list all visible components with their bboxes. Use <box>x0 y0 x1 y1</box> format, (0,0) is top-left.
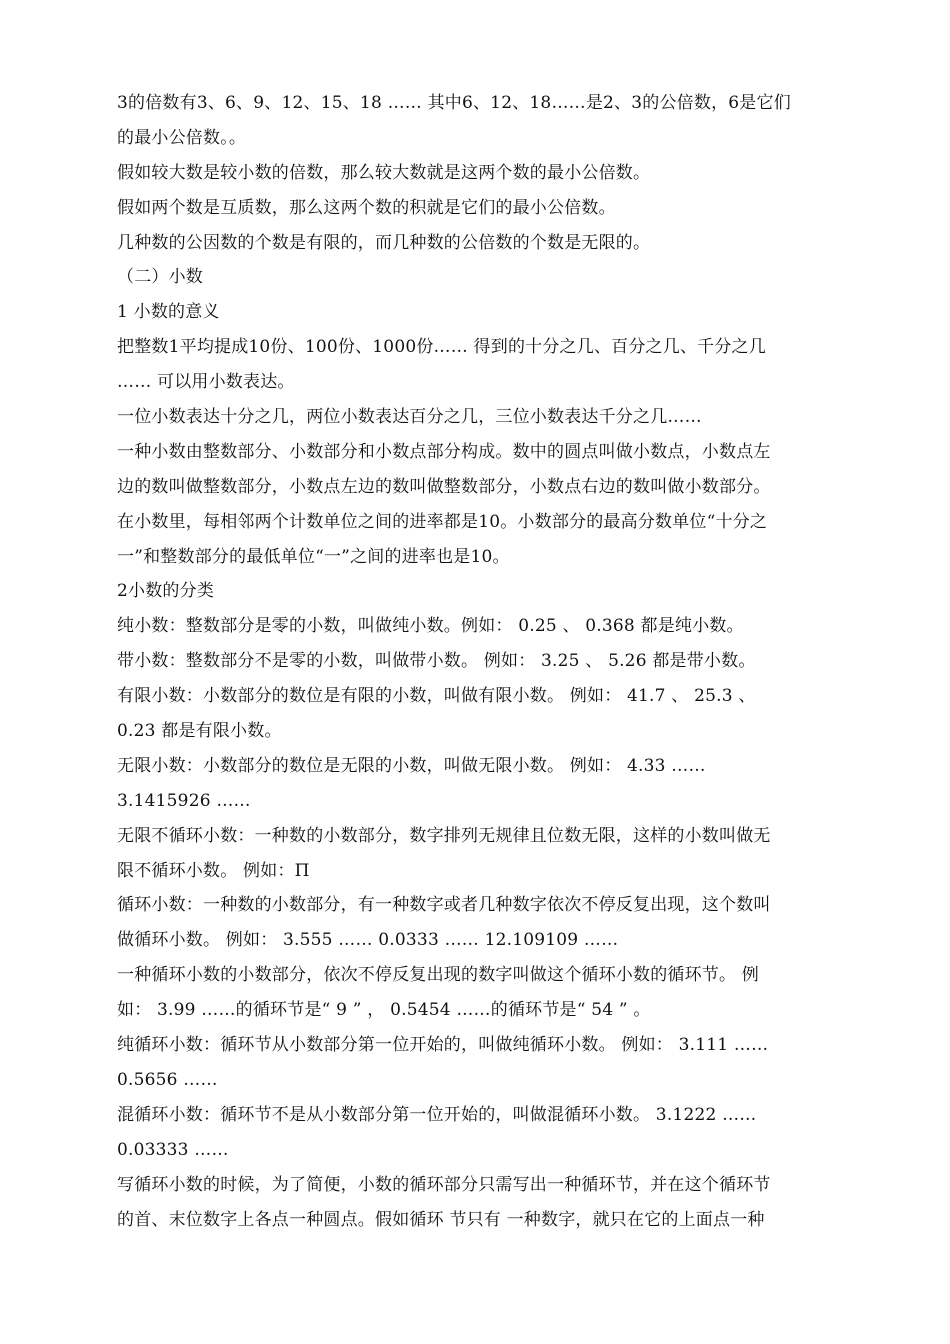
text-line: 在小数里，每相邻两个计数单位之间的进率都是10。小数部分的最高分数单位“十分之 <box>117 511 768 532</box>
text-line: 的首、末位数字上各点一种圆点。假如循环 节只有 一种数字，就只在它的上面点一种 <box>117 1209 765 1230</box>
text-line: 限不循环小数。 例如：П <box>117 860 310 881</box>
text-line: 有限小数：小数部分的数位是有限的小数，叫做有限小数。 例如： 41.7 、 25.3 、 <box>117 686 756 707</box>
text-line: 的最小公倍数。。 <box>117 127 247 148</box>
text-line: 3.1415926 …… <box>117 790 251 811</box>
subsection-heading: 1 小数的意义 <box>117 302 220 323</box>
text-line: 0.23 都是有限小数。 <box>117 721 282 742</box>
text-line: 把整数1平均提成10份、100份、1000份…… 得到的十分之几、百分之几、千分之几 <box>117 337 766 358</box>
text-line: 一位小数表达十分之几，两位小数表达百分之几，三位小数表达千分之几…… <box>117 407 702 428</box>
text-line: 做循环小数。 例如： 3.555 …… 0.0333 …… 12.109109 …… <box>117 930 619 951</box>
text-line: 0.5656 …… <box>117 1069 218 1090</box>
text-line: 写循环小数的时候，为了简便，小数的循环部分只需写出一种循环节，并在这个循环节 <box>117 1174 771 1195</box>
text-line: 假如较大数是较小数的倍数，那么较大数就是这两个数的最小公倍数。 <box>117 162 651 183</box>
text-line: 纯循环小数：循环节从小数部分第一位开始的，叫做纯循环小数。 例如： 3.111 …… <box>117 1035 769 1056</box>
text-line: 如： 3.99 ……的循环节是“ 9 ” ， 0.5454 ……的循环节是“ 54 ” 。 <box>117 1000 651 1021</box>
text-line: 0.03333 …… <box>117 1139 229 1160</box>
text-line: 纯小数：整数部分是零的小数，叫做纯小数。例如： 0.25 、 0.368 都是纯小数。 <box>117 616 744 637</box>
text-line: 无限小数：小数部分的数位是无限的小数，叫做无限小数。 例如： 4.33 …… <box>117 755 706 776</box>
text-line: 假如两个数是互质数，那么这两个数的积就是它们的最小公倍数。 <box>117 197 616 218</box>
text-line: 3的倍数有3、6、9、12、15、18 …… 其中6、12、18……是2、3的公倍数，6是它们 <box>117 93 791 113</box>
subsection-heading: 2小数的分类 <box>117 581 215 602</box>
text-line: 几种数的公因数的个数是有限的，而几种数的公倍数的个数是无限的。 <box>117 232 651 253</box>
text-line: 一种循环小数的小数部分，依次不停反复出现的数字叫做这个循环小数的循环节。 例 <box>117 965 760 986</box>
text-line: 边的数叫做整数部分，小数点左边的数叫做整数部分，小数点右边的数叫做小数部分。 <box>117 476 771 497</box>
text-line: 带小数：整数部分不是零的小数，叫做带小数。 例如： 3.25 、 5.26 都是带小数。 <box>117 651 756 672</box>
section-heading: （二）小数 <box>117 267 203 288</box>
text-line: 循环小数：一种数的小数部分，有一种数字或者几种数字依次不停反复出现，这个数叫 <box>117 895 771 916</box>
text-line: …… 可以用小数表达。 <box>117 372 295 393</box>
text-line: 无限不循环小数：一种数的小数部分，数字排列无规律且位数无限，这样的小数叫做无 <box>117 825 771 846</box>
text-line: 一”和整数部分的最低单位“一”之间的进率也是10。 <box>117 546 510 567</box>
document-body <box>117 86 852 1237</box>
text-line: 一种小数由整数部分、小数部分和小数点部分构成。数中的圆点叫做小数点，小数点左 <box>117 441 771 462</box>
text-line: 混循环小数：循环节不是从小数部分第一位开始的，叫做混循环小数。 3.1222 …… <box>117 1104 757 1125</box>
